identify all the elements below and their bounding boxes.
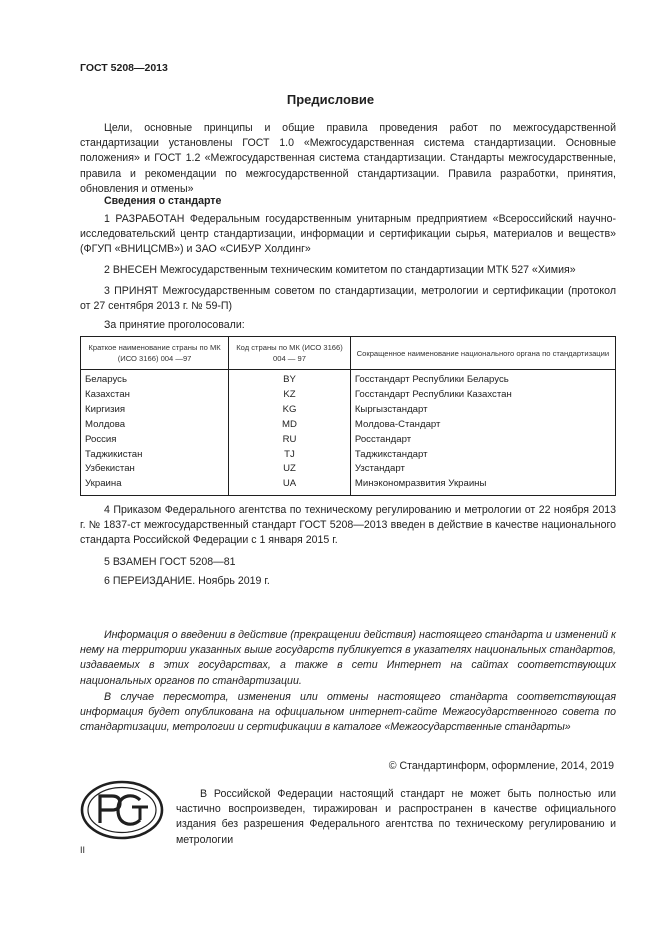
table-row [81,388,616,403]
body-cell: Госстандарт Республики Беларусь [350,370,615,388]
table-row [81,418,616,433]
item-5-replaces: 5 ВЗАМЕН ГОСТ 5208—81 [104,556,236,568]
body-cell: Минэкономразвития Украины [350,477,615,495]
notice-paragraph-1: Информация о введении в действие (прекращении действия) настоящего стандарта и изменений к нему на территории указанных выше государств публикуется в указателях национальных стандартов, издаваемых в этих государствах, а также в сети Интернет на сайтах соответствующих национальных органов по стандартизации. [80,629,616,687]
country-cell: Казахстан [85,388,130,400]
body-cell: Госстандарт Республики Казахстан [350,388,615,403]
code-cell: KZ [229,388,351,403]
body-cell: Узстандарт [350,462,615,477]
code-cell: KG [229,403,351,418]
code-cell: MD [229,418,351,433]
country-cell: Украина [85,478,122,490]
country-cell: Молдова [85,418,126,430]
country-cell: Беларусь [85,374,127,385]
table-row [81,433,616,448]
code-cell: UZ [229,462,351,477]
table-row [81,477,616,495]
column-header-country: Краткое наименование страны по МК (ИСО 3166) 004 —97 [81,337,229,370]
item-2-submitted: 2 ВНЕСЕН Межгосударственным техническим комитетом по стандартизации МТК 527 «Химия» [104,264,576,276]
notice-paragraph-2: В случае пересмотра, изменения или отмены настоящего стандарта соответствующая информация будет опубликована на официальном интернет-сайте Межгосударственного совета по стандартизации, метрологии и сертификации в каталоге «Межгосударственные стандарты» [80,691,616,734]
code-cell: UA [229,477,351,495]
body-cell: Росстандарт [350,433,615,448]
body-cell: Таджикстандарт [350,448,615,463]
table-row [81,403,616,418]
table-row [81,448,616,463]
page-title: Предисловие [286,92,375,107]
info-heading: Сведения о стандарте [104,195,222,207]
body-cell: Кыргызстандарт [350,403,615,418]
country-cell: Узбекистан [85,463,135,475]
item-3-adopted: 3 ПРИНЯТ Межгосударственным советом по стандартизации, метрологии и сертификации (протокол от 27 сентября 2013 г. № 59-П) [80,285,616,313]
column-header-code: Код страны по МК (ИСО 3166) 004 — 97 [229,337,351,370]
body-cell: Молдова-Стандарт [350,418,615,433]
copyright-line: © Стандартинформ, оформление, 2014, 2019 [388,760,614,772]
table-row [81,370,616,388]
rst-logo-icon [80,779,164,841]
table-row [81,462,616,477]
intro-paragraph: Цели, основные принципы и общие правила проведения работ по межгосударственной стандартизации установлены ГОСТ 1.0 «Межгосударственная система стандартизации. Основные положения» и ГОСТ 1.2 «Межгосударственная система стандартизации. Стандарты межгосударственные, правила и рекомендации по межгосударственной стандартизации. Правила разработки, принятия, обновления и отмены» [80,122,616,195]
voted-label: За принятие проголосовали: [104,319,245,331]
code-cell: BY [229,370,351,388]
country-cell: Киргизия [85,403,126,415]
page-number: II [80,845,86,855]
item-4-enacted: 4 Приказом Федерального агентства по техническому регулированию и метрологии от 22 ноября 2013 г. № 1837-ст межгосударственный стандарт ГОСТ 5208—2013 введен в действие в качестве национального стандарта Российской Федерации с 1 января 2015 г. [80,504,616,547]
code-cell: RU [229,433,351,448]
country-cell: Россия [85,433,117,445]
document-code: ГОСТ 5208—2013 [80,62,168,74]
table-header-row [81,337,616,370]
legal-notice: В Российской Федерации настоящий стандарт не может быть полностью или частично воспроизведен, тиражирован и распространен в качестве официального издания без разрешения Федерального агентства по техническому регулированию и метрологии [176,788,616,846]
country-cell: Таджикистан [85,448,143,460]
item-1-developed: 1 РАЗРАБОТАН Федеральным государственным унитарным предприятием «Всероссийский научно-исследовательский центр стандартизации, информации и сертификации сырья, материалов и веществ» (ФГУП «ВНИЦСМВ») и ЗАО «СИБУР Холдинг» [80,213,616,256]
column-header-body: Сокращенное наименование национального органа по стандартизации [350,337,615,370]
voting-table [80,336,616,496]
item-6-reissue: 6 ПЕРЕИЗДАНИЕ. Ноябрь 2019 г. [104,575,270,587]
code-cell: TJ [229,448,351,463]
